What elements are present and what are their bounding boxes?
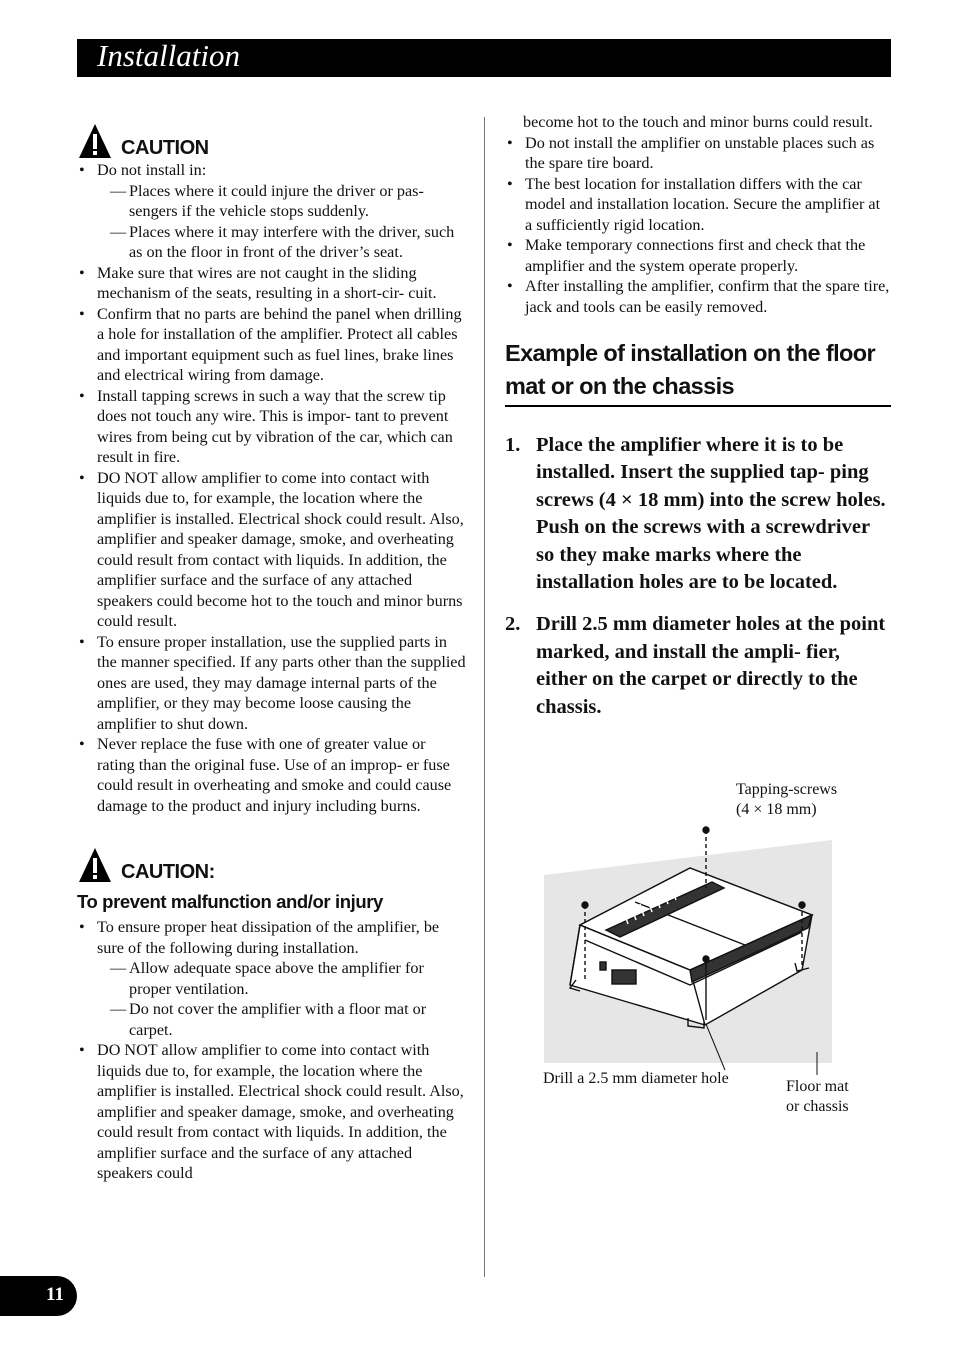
caution-list-continued: [505, 133, 891, 318]
sub-list: [97, 958, 467, 1040]
right-column: [505, 112, 891, 721]
step-item: [505, 432, 891, 596]
list-item: • Install tapping screws in such a way that the screw tip does not touch any wire. This is impor- tant to prevent wires from being cut by vibration of the car, which can result in fire.: [77, 386, 467, 468]
sub-list: [97, 181, 467, 263]
installation-figure: [540, 820, 850, 1080]
caution-heading: [77, 113, 467, 160]
caution-list-2: [77, 917, 467, 1184]
list-item: • To ensure proper installation, use the supplied parts in the manner specified. If any parts other than the supplied ones are used, they may damage internal parts of the amplifier, or they may become loose causing the amplifier to shut down.: [77, 632, 467, 735]
figure-label-drill: Drill a 2.5 mm diameter hole: [543, 1070, 729, 1087]
continued-text: become hot to the touch and minor burns could result.: [523, 113, 873, 131]
column-divider: [484, 117, 485, 1277]
list-item: • DO NOT allow amplifier to come into contact with liquids due to, for example, the location where the amplifier is installed. Electrical shock could result. Also, amplifier and speaker damage, smoke, and overheating could result from contact with liquids. In addition, the amplifier surface and the surface of any attached speakers could: [77, 1040, 467, 1184]
list-item: • DO NOT allow amplifier to come into contact with liquids due to, for example, the location where the amplifier is installed. Electrical shock could result. Also, amplifier and speaker damage, smoke, and overheating could result from contact with liquids. In addition, the amplifier surface and the surface of any attached speakers could become hot to the touch and minor burns could result.: [77, 468, 467, 632]
warning-icon: [77, 122, 113, 160]
sub-list-item: — Places where it may interfere with the driver, such as on the floor in front of the driver’s seat.: [97, 222, 467, 263]
caution-label: CAUTION: [121, 137, 209, 159]
figure-label-screws: Tapping-screws (4 × 18 mm): [736, 781, 838, 818]
page-title: Installation: [97, 38, 240, 73]
caution-label: CAUTION:: [121, 861, 215, 883]
list-item: • Confirm that no parts are behind the panel when drilling a hole for installation of the amplifier. Protect all cables and important equipment such as fuel lines, brake lines and electrical wiring from damage.: [77, 304, 467, 386]
sub-list-item: — Do not cover the amplifier with a floor mat or carpet.: [97, 999, 467, 1040]
figure-label-floor: Floor mat or chassis: [786, 1078, 849, 1115]
list-item: • Do not install in: — Places where it could injure the driver or pas- sengers if the vehicle stops suddenly. — Places where it may interfere with the driver, such as on the floor in front of the driver’s seat.: [77, 160, 467, 263]
list-item: • After installing the amplifier, confirm that the spare tire, jack and tools can be easily removed.: [505, 276, 891, 317]
list-item: • Make temporary connections first and check that the amplifier and the system operate properly.: [505, 235, 891, 276]
caution-heading-2: [77, 832, 467, 884]
step-item: [505, 611, 891, 721]
section-heading: Example of installation on the floor mat or on the chassis: [505, 337, 891, 407]
header-bar: [77, 39, 891, 77]
step-text: Place the amplifier where it is to be installed. Insert the supplied tap- ping screws (4 × 18 mm) into the screw holes. Push on the screws with a screwdriver so they make marks where the installation holes are to be located.: [536, 434, 886, 594]
page-number: 11: [46, 1284, 64, 1305]
step-number: 1.: [505, 434, 521, 456]
step-number: 2.: [505, 613, 521, 636]
warning-icon: [77, 846, 113, 884]
sub-list-item: — Places where it could injure the driver or pas- sengers if the vehicle stops suddenly.: [97, 181, 467, 222]
list-item: • Never replace the fuse with one of greater value or rating than the original fuse. Use of an improp- er fuse could result in overheating and smoke and could cause damage to the product and injury including burns.: [77, 734, 467, 816]
step-text: Drill 2.5 mm diameter holes at the point marked, and install the ampli- fier, either on the carpet or directly to the chassis.: [536, 613, 886, 718]
list-item: • Do not install the amplifier on unstable places such as the spare tire board.: [505, 133, 891, 174]
subheading: To prevent malfunction and/or injury: [77, 891, 383, 912]
steps-list: [505, 432, 891, 721]
left-column: [77, 113, 467, 1184]
sub-list-item: — Allow adequate space above the amplifier for proper ventilation.: [97, 958, 467, 999]
list-item: • Make sure that wires are not caught in the sliding mechanism of the seats, resulting in a short-cir- cuit.: [77, 263, 467, 304]
list-item: • The best location for installation differs with the car model and installation location. Secure the amplifier at a sufficiently rigid location.: [505, 174, 891, 236]
page-number-tab: [0, 1276, 77, 1316]
caution-list: [77, 160, 467, 816]
list-item: • To ensure proper heat dissipation of the amplifier, be sure of the following during installation. — Allow adequate space above the amplifier for proper ventilation. — Do not cover the amplifier with a floor mat or carpet.: [77, 917, 467, 1040]
